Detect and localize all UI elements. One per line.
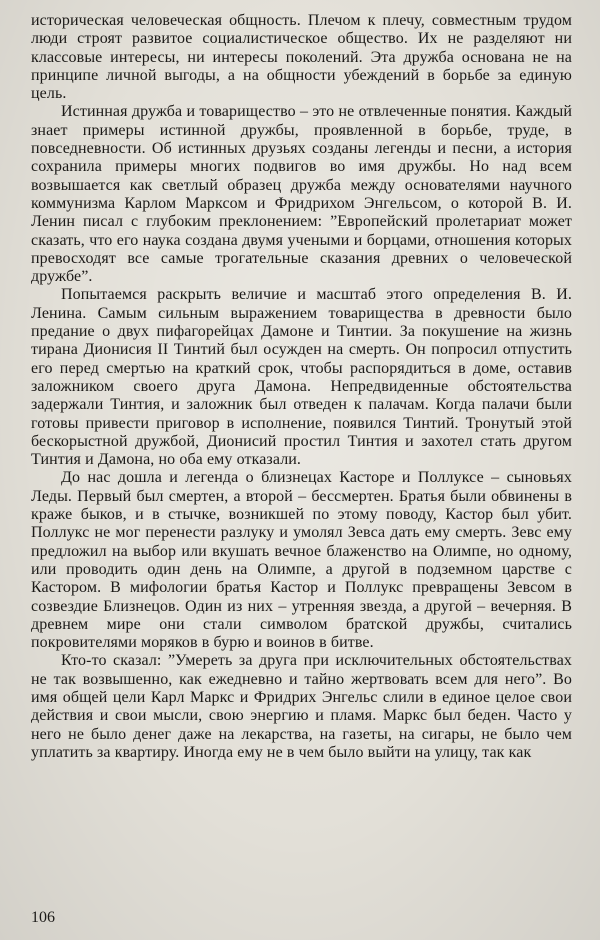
page-number: 106 <box>31 909 55 926</box>
paragraph-3: Попытаемся раскрыть величие и масштаб этого определения В. И. Ленина. Самым сильным выражением товарищества в древности было предание о двух пифагорейцах Дамоне и Тинтии. За покушение на жизнь тирана Дионисия II Тинтий был осужден на смерть. Он попросил отпустить его перед смертью на краткий срок, чтобы распорядиться в доме, оставив заложником своего друга Дамона. Непредвиденные обстоятельства задержали Тинтия, и заложник был отведен к палачам. Когда палачи были готовы привести приговор в исполнение, появился Тинтий. Тронутый этой бескорыстной дружбой, Дионисий простил Тинтия и захотел стать другом Тинтия и Дамона, но оба ему отказали. <box>31 286 572 469</box>
paragraph-1: историческая человеческая общность. Плечом к плечу, совместным трудом люди строят развитое социалистическое общество. Их не разделяют ни классовые интересы, ни интересы поколений. Эта дружба основана не на принципе личной выгоды, а на общности убеждений в борьбе за единую цель. <box>31 12 572 103</box>
page-text <box>31 12 572 762</box>
paragraph-2: Истинная дружба и товарищество – это не отвлеченные понятия. Каждый знает примеры истинной дружбы, проявленной в борьбе, труде, в повседневности. Об истинных друзьях созданы легенды и песни, а история сохранила примеры многих подвигов во имя дружбы. Но над всем возвышается как светлый образец дружба между основателями научного коммунизма Карлом Марксом и Фридрихом Энгельсом, о которой В. И. Ленин писал с глубоким преклонением: ”Европейский пролетариат может сказать, что его наука создана двумя учеными и борцами, отношения которых превосходят все самые трогательные сказания древних о человеческой дружбе”. <box>31 103 572 286</box>
paragraph-4: До нас дошла и легенда о близнецах Касторе и Поллуксе – сыновьях Леды. Первый был смертен, а второй – бессмертен. Братья были обвинены в краже быков, и в стычке, возникшей по этому поводу, Кастор был убит. Поллукс не мог перенести разлуку и умолял Зевса дать ему смерть. Зевс ему предложил на выбор или вкушать вечное блаженство на Олимпе, но одному, или проводить один день на Олимпе, а другой в подземном царстве с Кастором. В мифологии братья Кастор и Поллукс превращены Зевсом в созвездие Близнецов. Один из них – утренняя звезда, а другой – вечерняя. В древнем мире они стали символом братской дружбы, считались покровителями моряков в бурю и воинов в битве. <box>31 469 572 652</box>
paragraph-5: Кто-то сказал: ”Умереть за друга при исключительных обстоятельствах не так возвышенно, как ежедневно и тайно жертвовать всем для него”. Во имя общей цели Карл Маркс и Фридрих Энгельс слили в единое целое свои действия и свои мысли, свою энергию и пламя. Маркс был беден. Часто у него не было денег даже на лекарства, на газеты, на сигары, не было чем уплатить за квартиру. Иногда ему не в чем было выйти на улицу, так как <box>31 652 572 761</box>
